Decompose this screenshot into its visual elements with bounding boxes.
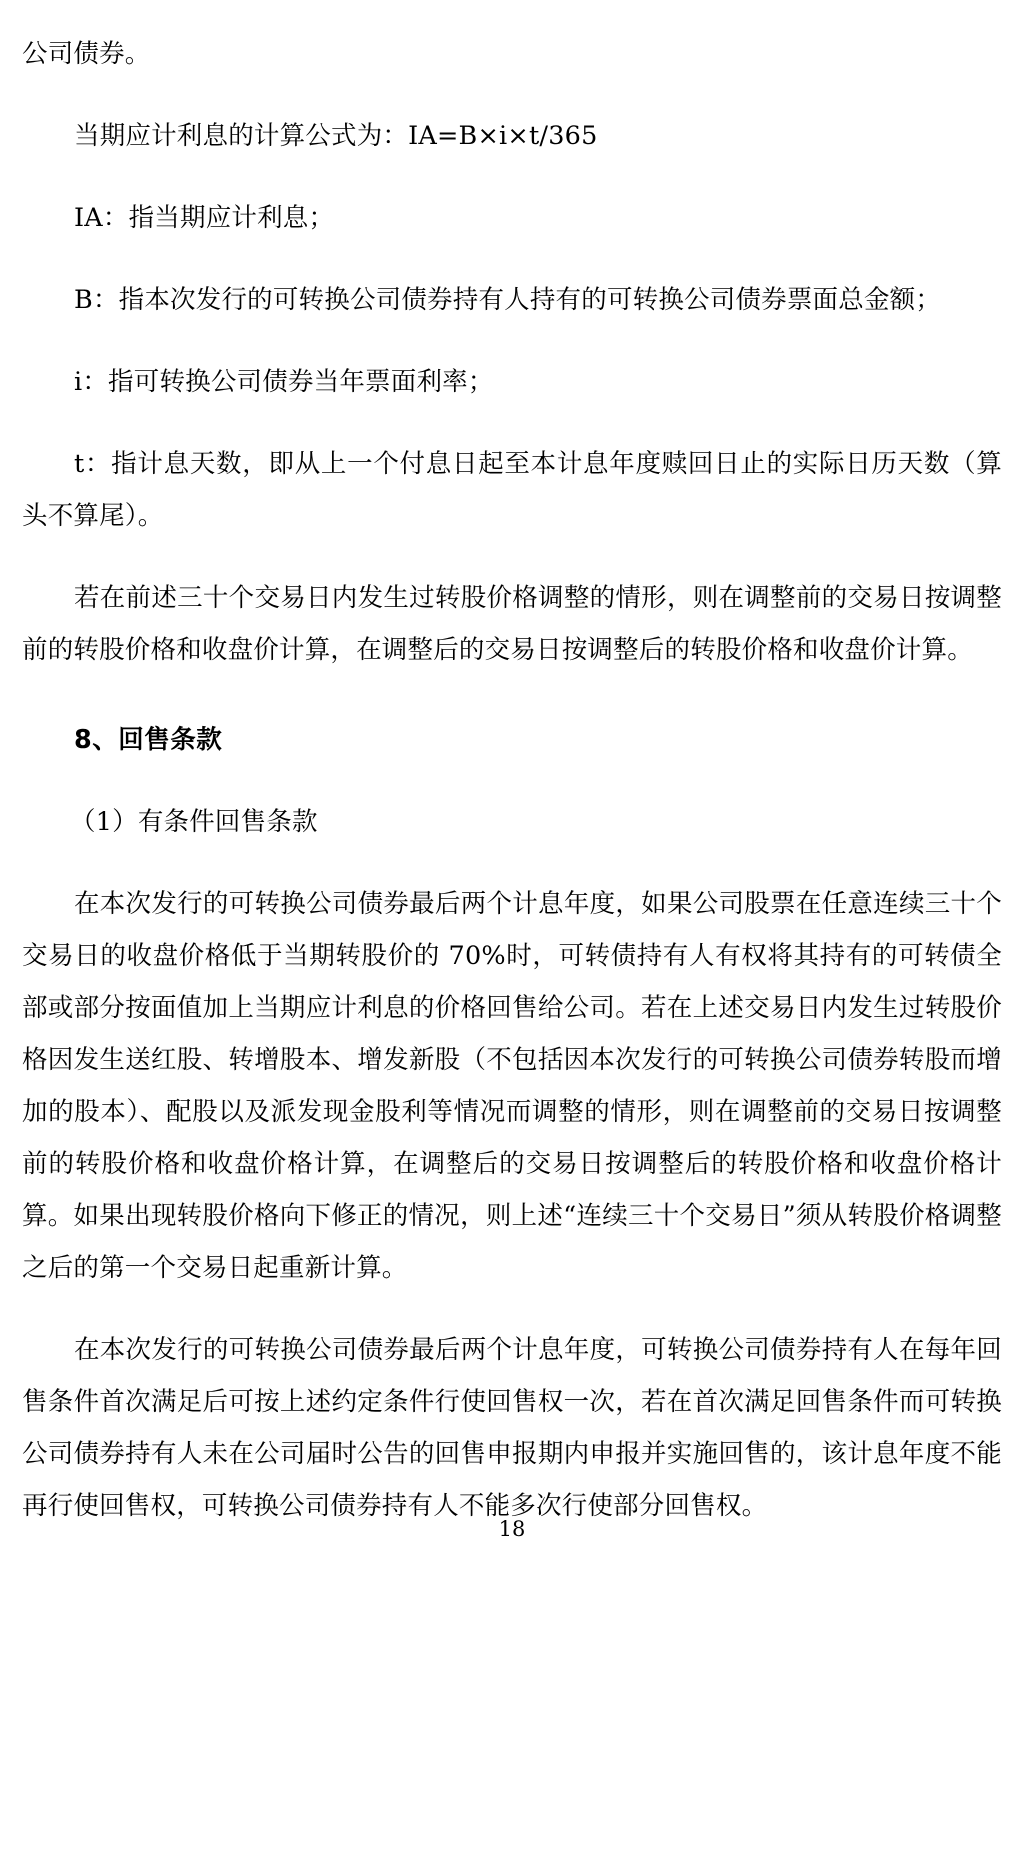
spacer bbox=[22, 80, 1002, 110]
paragraph-conditional-putback-body: 在本次发行的可转换公司债券最后两个计息年度，如果公司股票在任意连续三十个交易日的收盘价格低于当期转股价的 70%时，可转债持有人有权将其持有的可转债全部或部分按面值加上当期应计利息的价格回售给公司。若在上述交易日内发生过转股价格因发生送红股、转增股本、增发新股（不包括因本次发行的可转换公司债券转股而增加的股本）、配股以及派发现金股利等情况而调整的情形，则在调整前的交易日按调整前的转股价格和收盘价格计算，在调整后的交易日按调整后的转股价格和收盘价格计算。如果出现转股价格向下修正的情况，则上述“连续三十个交易日”须从转股价格调整之后的第一个交易日起重新计算。 bbox=[22, 889, 1002, 1283]
page-content bbox=[22, 28, 1002, 1532]
spacer bbox=[22, 408, 1002, 438]
section-heading-putback-terms: 8、回售条款 bbox=[74, 725, 223, 755]
paragraph-definition-i: i：指可转换公司债券当年票面利率； bbox=[74, 367, 494, 397]
paragraph-definition-ia: IA：指当期应计利息； bbox=[74, 203, 335, 233]
page-number: 18 bbox=[498, 1517, 526, 1541]
paragraph-continuation: 公司债券。 bbox=[22, 39, 151, 69]
paragraph-formula: 当期应计利息的计算公式为：IA=B×i×t/365 bbox=[74, 121, 598, 151]
paragraph-price-adjustment: 若在前述三十个交易日内发生过转股价格调整的情形，则在调整前的交易日按调整前的转股价格和收盘价计算，在调整后的交易日按调整后的转股价格和收盘价计算。 bbox=[22, 583, 1002, 665]
spacer bbox=[22, 542, 1002, 572]
subsection-heading-conditional-putback: （1）有条件回售条款 bbox=[70, 807, 318, 837]
spacer bbox=[22, 676, 1002, 714]
paragraph-definition-b: B：指本次发行的可转换公司债券持有人持有的可转换公司债券票面总金额； bbox=[74, 285, 942, 315]
spacer bbox=[22, 326, 1002, 356]
spacer bbox=[22, 848, 1002, 878]
spacer bbox=[22, 1294, 1002, 1324]
spacer bbox=[22, 244, 1002, 274]
spacer bbox=[22, 162, 1002, 192]
paragraph-definition-t: t：指计息天数，即从上一个付息日起至本计息年度赎回日止的实际日历天数（算头不算尾）。 bbox=[22, 449, 1002, 531]
paragraph-putback-exercise-once: 在本次发行的可转换公司债券最后两个计息年度，可转换公司债券持有人在每年回售条件首次满足后可按上述约定条件行使回售权一次，若在首次满足回售条件而可转换公司债券持有人未在公司届时公告的回售申报期内申报并实施回售的，该计息年度不能再行使回售权，可转换公司债券持有人不能多次行使部分回售权。 bbox=[22, 1335, 1002, 1521]
spacer bbox=[22, 766, 1002, 796]
